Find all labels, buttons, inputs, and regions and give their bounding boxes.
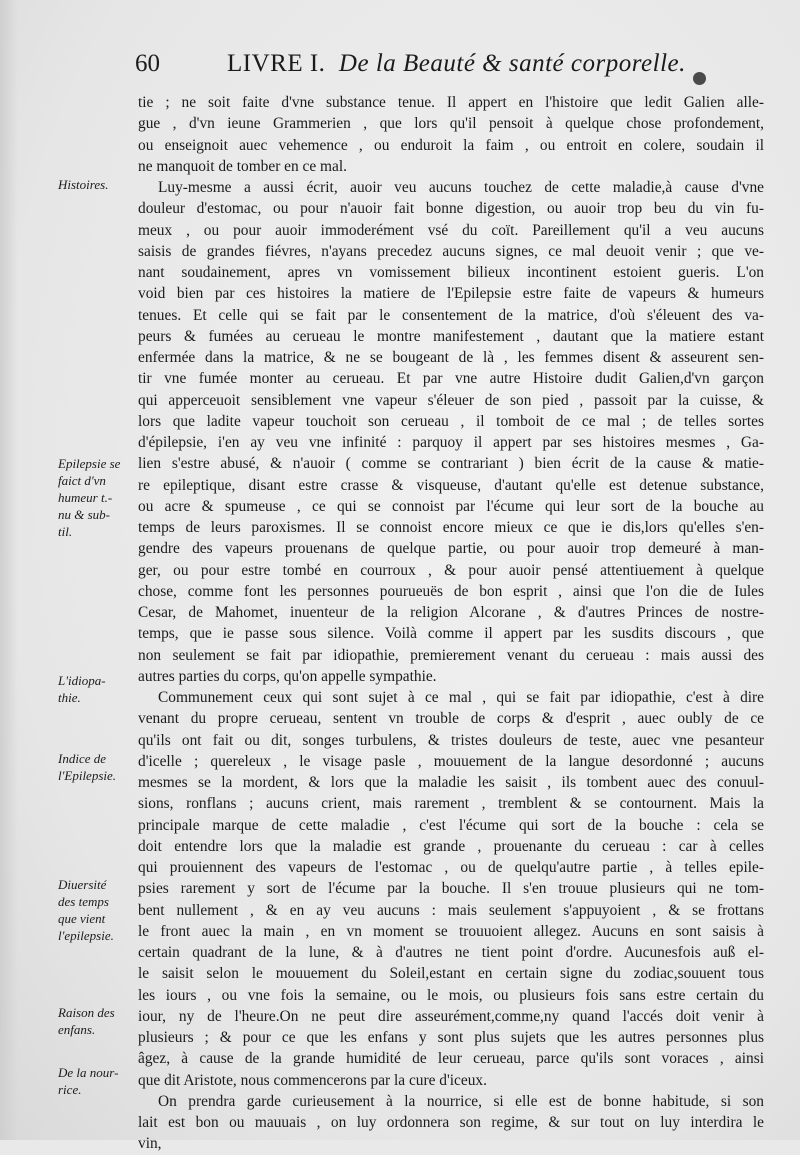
text-line: autres parties du corps, qu'on appelle sympathie. bbox=[138, 667, 437, 685]
text-line: ou enseignoit auec vehemence , ou enduroit la faim , ou entroit en colere, soudain il bbox=[138, 136, 764, 154]
margin-note-line: Histoires. bbox=[58, 177, 109, 192]
text-line: gendre des vapeurs prouenans de quelque partie, ou pour auoir trop demeuré à man- bbox=[138, 540, 764, 558]
margin-note-idiopathie bbox=[58, 672, 138, 706]
text-line: certain quadrant de la lune, & à d'autres ne tient point d'ordre. Aucunesfois auß el- bbox=[138, 944, 764, 961]
running-header bbox=[135, 46, 765, 86]
text-line: que dit Aristote, nous commencerons par la cure d'iceux. bbox=[138, 1071, 487, 1089]
text-line: bent nullement , & en ay veu aucuns : mais seulement s'appuyoient , & se frottans bbox=[138, 901, 764, 919]
text-line: peurs & fumées au cerueau le montre manifestement , dautant que la matiere estant bbox=[138, 327, 764, 345]
margin-note-line: thie. bbox=[58, 690, 81, 705]
margin-note-line: Indice de bbox=[58, 751, 107, 766]
margin-note-line: enfans. bbox=[58, 1022, 96, 1037]
margin-note-line: til. bbox=[58, 524, 73, 539]
text-line: Communement ceux qui sont sujet à ce mal , qui se fait par idiopathie, c'est à dire bbox=[158, 689, 764, 706]
text-line: lien s'estre abusé, & n'auoir ( comme se contrariant ) bien écrit de la cause & matie- bbox=[138, 455, 764, 473]
text-line: sions, ronflans ; aucuns crient, mais rarement , tremblent & se contournent. Mais la bbox=[138, 795, 764, 813]
text-line: ou acre & spumeuse , ce qui se connoist par l'écume qui leur sort de la bouche au bbox=[138, 497, 764, 515]
margin-note-line: que vient bbox=[58, 911, 106, 926]
running-title bbox=[227, 50, 686, 78]
text-line: non seulement se fait par idiopathie, premierement venant du cerueau : mais aussi des bbox=[138, 646, 764, 664]
text-line: mesmes se la mordent, & lors que la maladie les saisit , ils tombent auec des conuul- bbox=[138, 774, 764, 791]
text-line: le saisit selon le mouuement du Soleil,estant en certain signe du zodiac,souuent tous bbox=[138, 965, 764, 983]
text-line: qu'ils ont fait ou dit, songes turbulens, & tristes douleurs de teste, auec vne pesanteur bbox=[138, 731, 764, 749]
margin-note-enfans bbox=[58, 1004, 138, 1038]
text-line: âgez, à cause de la grande humidité de leur cerueau, parce qu'ils sont voraces , ainsi bbox=[138, 1050, 764, 1068]
text-line: d'épilepsie, i'en ay veu vne infinité : parquoy il appert par ses histoires mesmes , Ga- bbox=[138, 434, 764, 451]
section-title: De la Beauté & santé corporelle. bbox=[338, 50, 686, 77]
text-line: principale marque de cette maladie , c'est l'écume qui sort de la bouche : cela se bbox=[138, 816, 764, 834]
text-line: qui apperceuoit sensiblement vne vapeur s'éleuer de son pied , passoit par la cuisse, & bbox=[138, 391, 764, 409]
text-line: temps, que ie passe sous silence. Voilà comme il appert par les susdits discours , que bbox=[138, 625, 764, 643]
text-line: void bien par ces histoires la matiere de l'Epilepsie estre faite de vapeurs & humeurs bbox=[138, 285, 764, 303]
text-line: tenues. Et celle qui se fait par le consentement de la matrice, d'où s'éleuent des va- bbox=[138, 306, 764, 324]
text-line: venant du propre cerueau, sentent vn trouble de corps & d'esprit , auec oubly de ce bbox=[138, 710, 764, 728]
margin-note-line: Epilepsie se bbox=[58, 456, 121, 471]
margin-note-line: nu & sub- bbox=[58, 507, 110, 522]
text-line: tir vne fumée monter au cerueau. Et par vne autre Histoire dudit Galien,d'vn garçon bbox=[138, 370, 764, 388]
text-line: re epileptique, disant estre crasse & visqueuse, d'autant qu'elle est detenue substance, bbox=[138, 476, 764, 494]
text-line: doit entendre lors que la maladie est grande , prouenante du cerueau : car à celles bbox=[138, 837, 764, 855]
margin-note-line: des temps bbox=[58, 894, 109, 909]
text-line: lors que ladite vapeur touchoit son cerueau , il tomboit de ce mal ; de telles sortes bbox=[138, 412, 764, 430]
page-number: 60 bbox=[135, 50, 160, 77]
margin-note-indice bbox=[58, 750, 138, 784]
text-line: vin, bbox=[138, 1135, 162, 1153]
text-line: gue , d'vn ieune Grammerien , que lors qu'il pensoit à quelque chose profondement, bbox=[138, 115, 764, 133]
text-line: ne manquoit de tomber en ce mal. bbox=[138, 157, 347, 175]
body-text bbox=[138, 92, 764, 1155]
margin-note-line: l'Epilepsie. bbox=[58, 768, 117, 783]
text-line: On prendra garde curieusement à la nourrice, si elle est de bonne habitude, si son bbox=[158, 1092, 764, 1110]
text-line: douleur d'estomac, ou pour n'auoir fait bonne digestion, ou auoir trop beu du vin fu- bbox=[138, 200, 764, 218]
text-line: Luy-mesme a aussi écrit, auoir veu aucuns touchez de cette maladie,à cause d'vne bbox=[158, 179, 764, 196]
text-line: lait est bon ou mauuais , on luy ordonnera son regime, & sur tout on luy interdira le bbox=[138, 1114, 764, 1131]
margin-note-line: l'epilepsie. bbox=[58, 928, 114, 943]
text-line: iour, ny de l'heure.On ne peut dire asseurément,comme,ny quand l'accés doit venir à bbox=[138, 1007, 764, 1025]
text-line: chose, comme font les personnes pourueuës de bon esprit , ainsi que l'on die de Iules bbox=[138, 582, 764, 600]
margin-note-line: faict d'vn bbox=[58, 473, 106, 488]
text-line: meux , ou pour auoir immoderément vsé du coït. Pareillement qu'il a veu aucuns bbox=[138, 221, 764, 239]
text-line: qui prouiennent des vapeurs de l'estomac , ou de quelqu'autre partie , à telles epile- bbox=[138, 859, 764, 876]
text-line: les iours , ou vne fois la semaine, ou le mois, ou plusieurs fois sans estre certain du bbox=[138, 986, 764, 1004]
text-line: tie ; ne soit faite d'vne substance tenue. Il appert en l'histoire que ledit Galien alle- bbox=[138, 94, 764, 111]
margin-note-line: Diuersité bbox=[58, 877, 107, 892]
text-line: plusieurs ; & pour ce que les enfans y sont plus sujets que les autres personnes plus bbox=[138, 1029, 764, 1046]
text-line: d'icelle ; quereleux , le visage pasle , mouuement de la langue desordonné ; aucuns bbox=[138, 752, 764, 770]
text-line: Cesar, de Mahomet, inuenteur de la religion Alcorane , & d'autres Princes de nostre- bbox=[138, 604, 764, 621]
margin-note-line: De la nour- bbox=[58, 1065, 119, 1080]
book-label: LIVRE I. bbox=[227, 50, 326, 77]
margin-note-diuersite bbox=[58, 876, 138, 944]
ink-blot bbox=[693, 72, 706, 85]
margin-note-epilepsie-humeur bbox=[58, 455, 138, 540]
text-line: psies rarement y sort de l'écume par la bouche. Il s'en trouue plusieurs qui ne tom- bbox=[138, 880, 764, 898]
text-line: temps de leurs paroxismes. Il se connoist encore mieux ce que ie dis,lors qu'elles s'en- bbox=[138, 519, 764, 536]
text-line: nant soudainement, apres vn vomissement bilieux incontinent estoient gueris. L'on bbox=[138, 264, 764, 281]
margin-note-line: L'idiopa- bbox=[58, 673, 106, 688]
text-line: saisis de grandes fiévres, n'ayans precedez aucuns signes, ce mal deuoit venir ; que ve- bbox=[138, 242, 764, 260]
margin-note-nourrice bbox=[58, 1064, 138, 1098]
margin-note-histoires bbox=[58, 176, 138, 193]
margin-note-line: humeur t.- bbox=[58, 490, 113, 505]
margin-note-line: Raison des bbox=[58, 1005, 115, 1020]
text-line: enfermée dans la matrice, & ne se bougeant de là , les femmes disent & asseurent sen- bbox=[138, 349, 764, 366]
text-line: le front auec la main , en vn moment se trouuoient allegez. Aucuns en sont saisis à bbox=[138, 922, 764, 940]
page-gutter-shadow bbox=[0, 0, 18, 1140]
text-line: ger, ou pour estre tombé en courroux , & pour auoir pensé attentiuement à quelque bbox=[138, 561, 764, 579]
margin-note-line: rice. bbox=[58, 1082, 82, 1097]
